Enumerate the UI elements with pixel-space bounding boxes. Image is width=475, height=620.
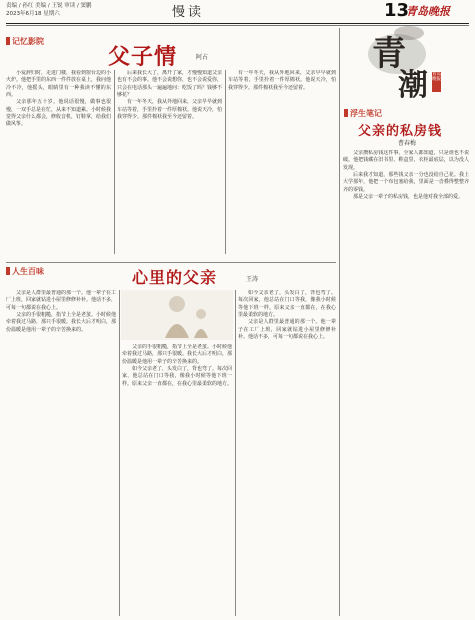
paragraph: 如今父亲老了，头发白了，背也弯了。每次回家，他总站在门口等我，像我小时候等他下班一样。原来父亲一直都在，在我心里最柔软的地方。 xyxy=(122,366,232,387)
paragraph: 父亲攒私房钱这件事，全家人都知道，只是谁也不说破。他把钱藏在旧书里、鞋盒里、衣柜最底层，以为没人发现。 xyxy=(343,150,469,171)
article-1-body-col-1 xyxy=(6,70,111,254)
column-divider xyxy=(235,290,236,616)
editors-line: 责编 / 孙红 美编 / 王锐 审读 / 窦鹏 xyxy=(6,3,92,9)
paragraph: 后来我长大了，离开了家，才慢慢知道父亲也有不会的事。他不会说想你，也不会说爱你，只会在电话那头一遍遍地问：吃饭了吗？钱够不够花？ xyxy=(117,70,222,99)
section-title: 慢读 xyxy=(172,5,205,20)
date-line: 2023年6月18 星期六 xyxy=(6,11,60,17)
article-2-author: 王涛 xyxy=(246,276,259,283)
paragraph: 父亲是人群里最普通的那一个。他一辈子在工厂上班，回家就钻进小屋里修修补补。他话不多，可每一句都说在我心上。 xyxy=(238,319,336,341)
paragraph: 小爱辞归时，走进门楼，我看到窗台边的小火炉。他把手里的东西一件件放在桌上，我问他冷不冷，他摇头，眼睛里有一种我读不懂的东西。 xyxy=(6,70,111,99)
illustration xyxy=(121,290,233,340)
paragraph: 后来我才知道，那些钱父亲一分也没给自己花。我上大学那年，他把一个布包塞给我，里面是一沓叠得整整齐齐的零钱。 xyxy=(343,172,469,193)
column-divider xyxy=(225,70,226,254)
column-divider xyxy=(114,70,115,254)
page-number: 13 xyxy=(384,0,410,21)
article-3-title: 父亲的私房钱 xyxy=(358,124,443,139)
article-2-column: 人生百味 xyxy=(6,266,44,277)
illustration-icon xyxy=(121,290,233,340)
paragraph: 有一年冬天，我从外地回来，父亲早早就到车站等着，手里拎着一件厚棉袄。他说天冷，怕我穿得少。那件棉袄我至今还留着。 xyxy=(228,70,336,91)
page-header-meta xyxy=(6,2,92,18)
article-2-body-col-1 xyxy=(6,290,116,616)
paragraph: 那是父亲一辈子的私房钱，也是他对我全部的爱。 xyxy=(353,194,464,201)
paragraph: 父亲的手很粗糙，指节上全是老茧。小时候他牵着我过马路，那只手很暖。我长大后才明白，那份温暖是他用一辈子的辛苦换来的。 xyxy=(122,344,232,365)
article-3-author: 曹春梅 xyxy=(398,140,417,147)
paragraph: 父亲是人群里最普通的那一个。他一辈子在工厂上班，回家就钻进小屋里修修补补。他话不多，可每一句都说在我心上。 xyxy=(6,290,116,311)
paragraph: 如今父亲老了，头发白了，背也弯了。每次回家，他总站在门口等我，像我小时候等他下班一样。原来父亲一直都在，在我心里最柔软的地方。 xyxy=(238,290,336,319)
paragraph: 父亲那年五十岁。他说话很慢，做事也很慢，一双手总是在忙，从来不知道累。小时候我觉得父亲什么都会，修收音机，钉鞋掌，给我们做风筝。 xyxy=(6,99,111,128)
paragraph: 有一年冬天，我从外地回来，父亲早早就到车站等着，手里拎着一件厚棉袄。他说天冷，怕我穿得少。那件棉袄我至今还留着。 xyxy=(117,99,222,121)
masthead-char-2: 潮 xyxy=(398,68,428,103)
paragraph: 父亲的手很粗糙，指节上全是老茧。小时候他牵着我过马路，那只手很暖。我长大后才明白，那份温暖是他用一辈子的辛苦换来的。 xyxy=(6,312,116,333)
article-2-body-col-3 xyxy=(238,290,336,616)
article-2-title: 心里的父亲 xyxy=(132,268,218,287)
article-1-column: 记忆影院 xyxy=(6,36,44,47)
masthead-char-1: 青 xyxy=(372,34,406,74)
article-1-author: 阿占 xyxy=(196,54,209,61)
article-1-title: 父子情 xyxy=(108,44,178,70)
masthead-seal: 青岛晚报 xyxy=(432,72,441,92)
article-3-column: 浮生笔记 xyxy=(344,108,382,119)
article-3-body xyxy=(343,150,469,616)
article-2-body-col-2 xyxy=(122,344,232,616)
article-separator xyxy=(6,262,336,263)
masthead-artwork xyxy=(354,24,469,104)
column-divider xyxy=(119,290,120,616)
article-1-body-col-3 xyxy=(228,70,336,254)
article-1-body-col-2 xyxy=(117,70,222,254)
section-divider xyxy=(339,28,340,616)
newspaper-name: 青岛晚报 xyxy=(406,5,450,18)
